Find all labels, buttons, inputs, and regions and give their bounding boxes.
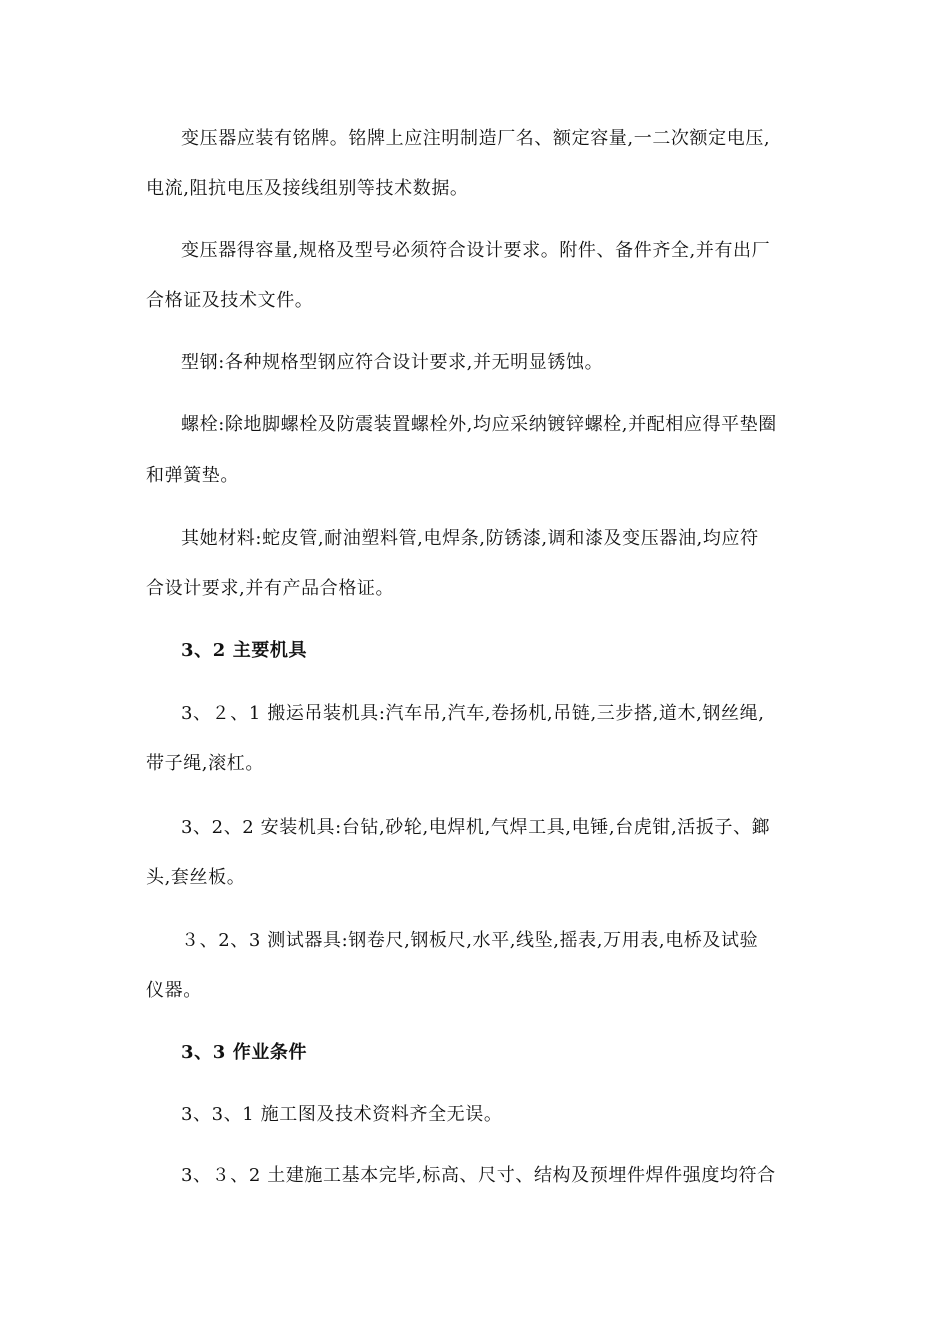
paragraph-line: 合格证及技术文件。 [146, 290, 314, 311]
paragraph-line: 变压器应装有铭牌。铭牌上应注明制造厂名、额定容量,一二次额定电压, [181, 128, 771, 149]
paragraph-line: 其她材料:蛇皮管,耐油塑料管,电焊条,防锈漆,调和漆及变压器油,均应符 [181, 528, 759, 549]
section-heading: 3、2 主要机具 [181, 640, 308, 661]
paragraph-line: 型钢:各种规格型钢应符合设计要求,并无明显锈蚀。 [181, 352, 604, 373]
section-heading: 3、3 作业条件 [181, 1042, 308, 1063]
paragraph-line: 变压器得容量,规格及型号必须符合设计要求。附件、备件齐全,并有出厂 [181, 240, 771, 261]
paragraph-line: 3、３、2 土建施工基本完毕,标高、尺寸、结构及预埋件焊件强度均符合 [181, 1165, 776, 1186]
paragraph-line: 电流,阻抗电压及接线组别等技术数据。 [146, 178, 469, 199]
paragraph-line: 螺栓:除地脚螺栓及防震装置螺栓外,均应采纳镀锌螺栓,并配相应得平垫圈 [181, 414, 777, 435]
paragraph-line: 带子绳,滚杠。 [146, 753, 264, 774]
paragraph-line: 头,套丝板。 [146, 867, 246, 888]
paragraph-line: 3、2、2 安装机具:台钻,砂轮,电焊机,气焊工具,电锤,台虎钳,活扳子、鎯 [181, 817, 771, 838]
paragraph-line: 3、3、1 施工图及技术资料齐全无误。 [181, 1104, 503, 1125]
paragraph-line: ３、2、3 测试器具:钢卷尺,钢板尺,水平,线坠,摇表,万用表,电桥及试验 [181, 930, 759, 951]
paragraph-line: 3、２、1 搬运吊装机具:汽车吊,汽车,卷扬机,吊链,三步搭,道木,钢丝绳, [181, 703, 765, 724]
paragraph-line: 仪器。 [146, 980, 202, 1001]
paragraph-line: 合设计要求,并有产品合格证。 [146, 578, 395, 599]
paragraph-line: 和弹簧垫。 [146, 465, 239, 486]
